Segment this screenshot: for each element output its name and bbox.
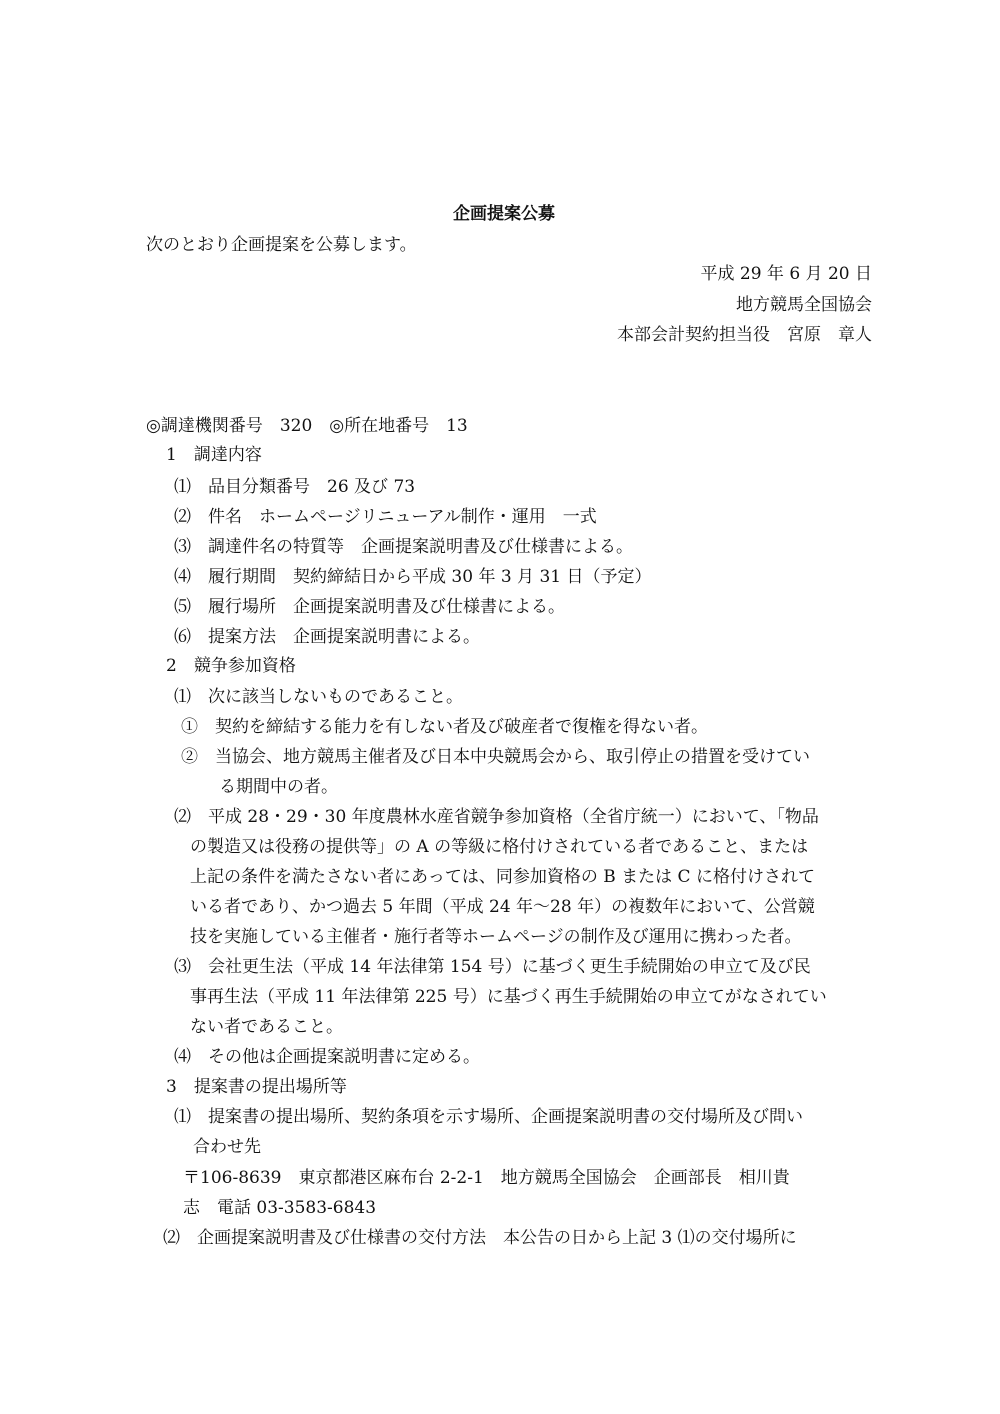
section-2-heading: 2 競争参加資格 bbox=[166, 656, 296, 676]
section-2-item-3-line-1: ⑶ 会社更生法（平成 14 年法律第 154 号）に基づく更生手続開始の申立て及び民 bbox=[174, 957, 811, 977]
section-1-item-4: ⑷ 履行期間 契約締結日から平成 30 年 3 月 31 日（予定） bbox=[174, 567, 652, 587]
section-3-heading: 3 提案書の提出場所等 bbox=[166, 1077, 347, 1097]
section-3-item-1-line-2: 合わせ先 bbox=[193, 1137, 261, 1157]
section-2-item-4: ⑷ その他は企画提案説明書に定める。 bbox=[174, 1047, 480, 1067]
section-2-item-3-line-3: ない者であること。 bbox=[190, 1017, 343, 1037]
section-3-address-line-2: 志 電話 03‐3583‐6843 bbox=[183, 1198, 377, 1218]
section-2-item-3-line-2: 事再生法（平成 11 年法律第 225 号）に基づく再生手続開始の申立てがなされてい bbox=[190, 987, 827, 1007]
section-2-item-2-line-5: 技を実施している主催者・施行者等ホームページの制作及び運用に携わった者。 bbox=[190, 927, 802, 947]
signatory-text: 本部会計契約担当役 宮原 章人 bbox=[617, 325, 872, 345]
intro-text: 次のとおり企画提案を公募します。 bbox=[146, 235, 417, 255]
section-2-item-2-line-1: ⑵ 平成 28・29・30 年度農林水産省競争参加資格（全省庁統一）において、「物品 bbox=[174, 807, 819, 827]
section-2-item-1-sub-a: ① 契約を締結する能力を有しない者及び破産者で復権を得ない者。 bbox=[181, 717, 708, 737]
section-1-item-6: ⑹ 提案方法 企画提案説明書による。 bbox=[174, 627, 480, 647]
agency-numbers: ◎調達機関番号 320 ◎所在地番号 13 bbox=[146, 416, 468, 436]
section-1-heading: 1 調達内容 bbox=[166, 445, 262, 465]
section-1-item-5: ⑸ 履行場所 企画提案説明書及び仕様書による。 bbox=[174, 597, 565, 617]
section-1-item-1: ⑴ 品目分類番号 26 及び 73 bbox=[174, 477, 416, 497]
section-2-item-1-sub-b-line-1: ② 当協会、地方競馬主催者及び日本中央競馬会から、取引停止の措置を受けてい bbox=[181, 747, 810, 767]
section-2-item-1-sub-b-line-2: る期間中の者。 bbox=[219, 777, 338, 797]
section-3-item-2: ⑵ 企画提案説明書及び仕様書の交付方法 本公告の日から上記 3 ⑴の交付場所に bbox=[163, 1228, 797, 1248]
section-2-item-2-line-2: の製造又は役務の提供等」の A の等級に格付けされている者であること、または bbox=[190, 837, 809, 857]
section-2-item-1: ⑴ 次に該当しないものであること。 bbox=[174, 687, 463, 707]
section-3-item-1-line-1: ⑴ 提案書の提出場所、契約条項を示す場所、企画提案説明書の交付場所及び問い bbox=[174, 1107, 803, 1127]
document-title: 企画提案公募 bbox=[453, 204, 555, 224]
organization-name: 地方競馬全国協会 bbox=[736, 295, 872, 315]
section-3-address-line-1: 〒106-8639 東京都港区麻布台 2‐2‐1 地方競馬全国協会 企画部長 相川貴 bbox=[183, 1168, 790, 1188]
date-text: 平成 29 年 6 月 20 日 bbox=[700, 264, 872, 284]
section-1-item-2: ⑵ 件名 ホームページリニューアル制作・運用 一式 bbox=[174, 507, 597, 527]
section-2-item-2-line-4: いる者であり、かつ過去 5 年間（平成 24 年～28 年）の複数年において、公営競 bbox=[190, 897, 815, 917]
section-2-item-2-line-3: 上記の条件を満たさない者にあっては、同参加資格の B または C に格付けされて bbox=[190, 867, 815, 887]
section-1-item-3: ⑶ 調達件名の特質等 企画提案説明書及び仕様書による。 bbox=[174, 537, 633, 557]
